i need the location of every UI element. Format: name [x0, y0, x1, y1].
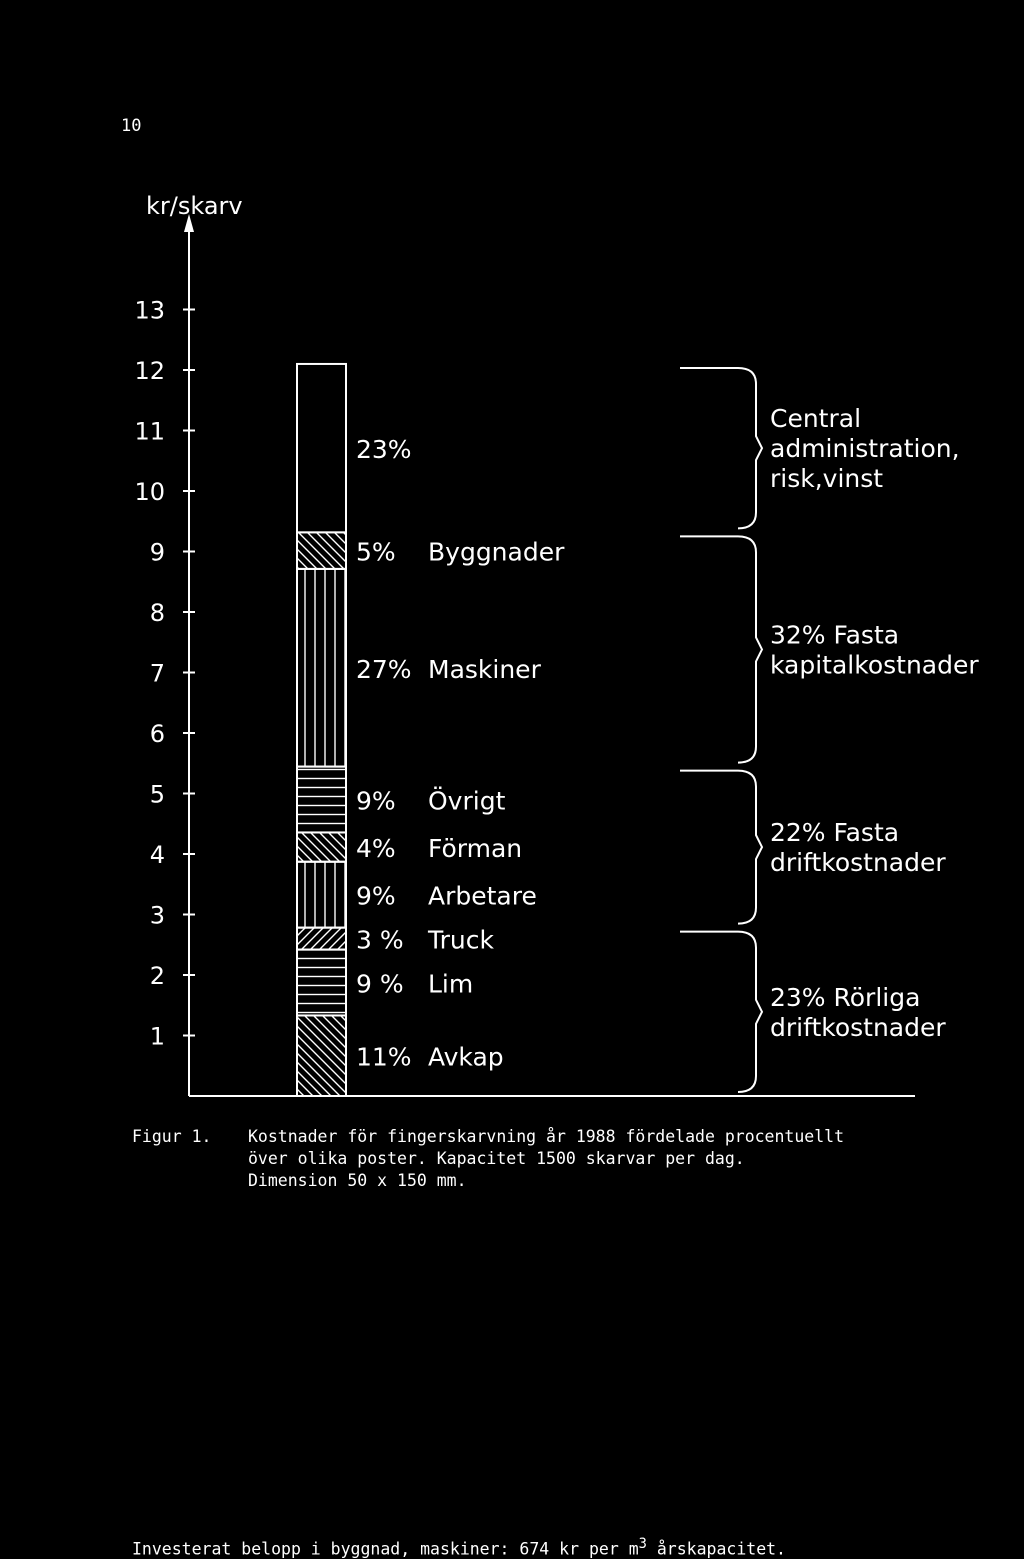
segment-name-label: Truck [428, 925, 494, 955]
bar-segment [297, 1015, 346, 1096]
group-brace [680, 536, 762, 762]
segment-name-label: Avkap [428, 1042, 504, 1072]
segment-name-label: Arbetare [428, 881, 537, 911]
bar-segment [297, 767, 346, 833]
segment-percent-label: 3 % [356, 925, 404, 955]
group-label: driftkostnader [770, 1012, 946, 1042]
group-brace [680, 368, 762, 528]
group-label: administration, [770, 434, 960, 464]
y-tick-label: 3 [149, 901, 165, 930]
bar-segment [297, 569, 346, 767]
segment-percent-label: 9 % [356, 969, 404, 999]
bar-segment [297, 532, 346, 569]
y-tick-label: 8 [149, 599, 165, 627]
group-label: 23% Rörliga [770, 982, 921, 1012]
segment-name-label: Byggnader [428, 537, 565, 567]
segment-percent-label: 11% [356, 1042, 412, 1072]
group-label: 22% Fasta [770, 818, 900, 848]
caption-label: Figur 1. [132, 1127, 212, 1146]
caption-line-3: Dimension 50 x 150 mm. [248, 1171, 467, 1190]
group-brace [680, 771, 762, 924]
caption-line-1: Kostnader för fingerskarvning år 1988 fördelade procentuellt [248, 1127, 845, 1146]
y-axis-label: kr/skarv [146, 192, 243, 220]
y-tick-label: 9 [149, 538, 165, 567]
segment-percent-label: 23% [356, 435, 412, 465]
y-tick-label: 12 [134, 357, 165, 385]
y-tick-label: 11 [134, 417, 165, 446]
group-label: driftkostnader [770, 848, 946, 878]
investment-superscript: 3 [638, 1536, 647, 1552]
y-tick-label: 5 [149, 780, 165, 809]
segment-percent-label: 4% [356, 834, 396, 864]
group-label: Central [770, 404, 862, 434]
y-tick-label: 13 [134, 296, 165, 325]
segment-percent-label: 27% [356, 654, 412, 684]
bar-segment [297, 364, 346, 532]
investment-text: Investerat belopp i byggnad, maskiner: 674 kr per m [132, 1539, 639, 1559]
segment-name-label: Förman [428, 834, 523, 864]
bar-segment [297, 832, 346, 861]
caption-line-2: över olika poster. Kapacitet 1500 skarvar per dag. [248, 1149, 745, 1168]
group-brace [680, 932, 762, 1092]
segment-percent-label: 5% [356, 537, 396, 567]
investment-note [132, 1536, 786, 1559]
y-tick-label: 2 [149, 962, 165, 990]
bar-segment [297, 862, 346, 928]
segment-name-label: Övrigt [428, 786, 506, 816]
y-tick-label: 1 [149, 1022, 165, 1051]
segment-percent-label: 9% [356, 881, 396, 911]
bar-segment [297, 928, 346, 950]
page-number: 10 [121, 116, 142, 136]
segment-percent-label: 9% [356, 786, 396, 816]
y-tick-label: 4 [149, 841, 165, 869]
y-tick-label: 7 [149, 659, 165, 688]
bar-segment [297, 950, 346, 1016]
segment-name-label: Lim [428, 969, 474, 999]
y-tick-label: 6 [149, 720, 165, 748]
group-label: risk,vinst [770, 464, 884, 494]
group-label: kapitalkostnader [770, 650, 979, 680]
y-tick-label: 10 [134, 478, 165, 506]
segment-name-label: Maskiner [428, 654, 541, 684]
group-label: 32% Fasta [770, 620, 900, 650]
investment-text-end: årskapacitet. [646, 1539, 786, 1559]
